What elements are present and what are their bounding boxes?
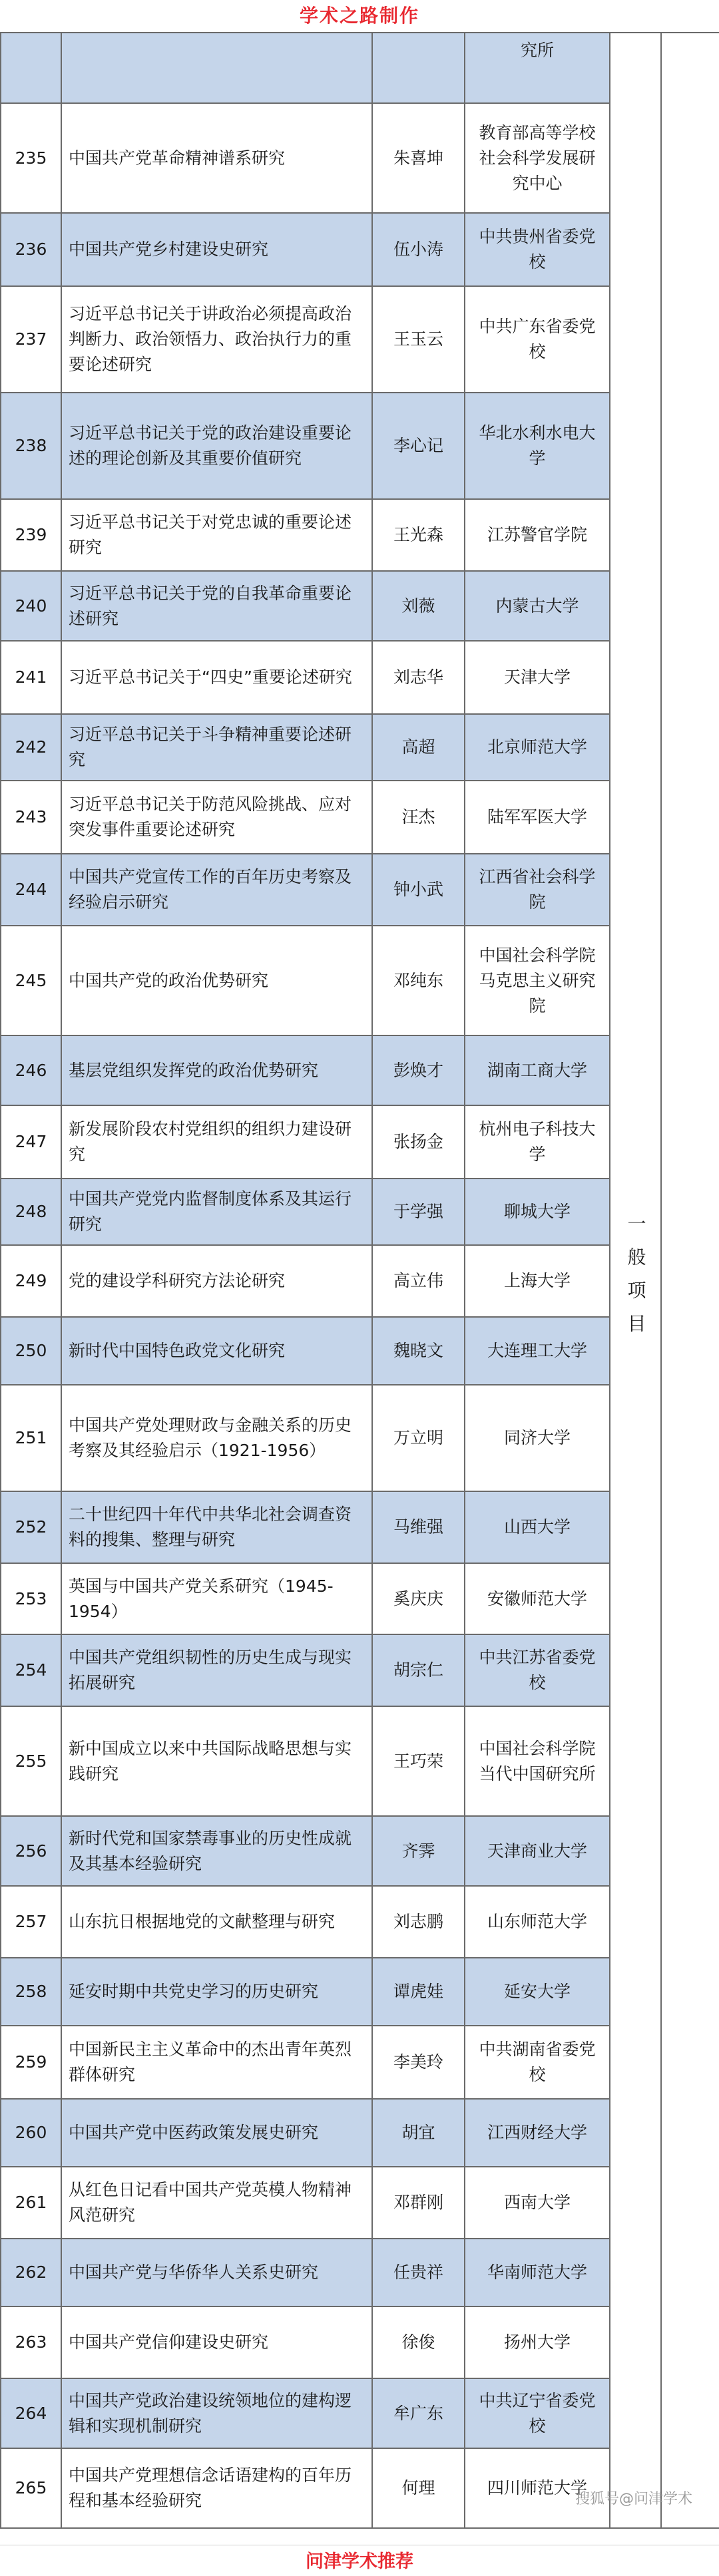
researcher-name: 王光森	[372, 499, 465, 571]
row-number: 241	[1, 641, 61, 714]
institution: 山西大学	[465, 1491, 610, 1563]
project-title: 中国共产党信仰建设史研究	[61, 2306, 372, 2378]
project-title: 中国共产党革命精神谱系研究	[61, 103, 372, 213]
researcher-name: 谭虎娃	[372, 1958, 465, 2026]
row-number: 242	[1, 714, 61, 781]
project-title: 习近平总书记关于“四史”重要论述研究	[61, 641, 372, 714]
row-number: 254	[1, 1634, 61, 1706]
project-title: 中国共产党政治建设统领地位的建构逻辑和实现机制研究	[61, 2378, 372, 2448]
category-cell	[610, 33, 661, 2528]
row-number: 237	[1, 286, 61, 393]
institution: 江西省社会科学院	[465, 854, 610, 926]
institution: 西南大学	[465, 2167, 610, 2239]
row-number: 261	[1, 2167, 61, 2239]
page-header-title: 学术之路制作	[299, 5, 419, 27]
project-title: 党的建设学科研究方法论研究	[61, 1245, 372, 1317]
watermark-text: 搜狐号@问津学术	[575, 2491, 692, 2507]
project-title: 新发展阶段农村党组织的组织力建设研究	[61, 1105, 372, 1179]
row-number: 260	[1, 2099, 61, 2167]
project-title: 中国共产党的政治优势研究	[61, 926, 372, 1035]
institution: 教育部高等学校社会科学发展研究中心	[465, 103, 610, 213]
institution: 天津大学	[465, 641, 610, 714]
row-number: 238	[1, 393, 61, 499]
institution: 中共辽宁省委党校	[465, 2378, 610, 2448]
project-title: 中国共产党乡村建设史研究	[61, 213, 372, 286]
project-title: 中国共产党组织韧性的历史生成与现实拓展研究	[61, 1634, 372, 1706]
researcher-name: 胡宜	[372, 2099, 465, 2167]
researcher-name: 万立明	[372, 1385, 465, 1491]
row-number: 247	[1, 1105, 61, 1179]
researcher-name: 于学强	[372, 1179, 465, 1245]
researcher-name: 牟广东	[372, 2378, 465, 2448]
project-title: 新时代中国特色政党文化研究	[61, 1317, 372, 1385]
row-number: 264	[1, 2378, 61, 2448]
project-title: 习近平总书记关于党的自我革命重要论述研究	[61, 571, 372, 641]
project-title: 新时代党和国家禁毒事业的历史性成就及其基本经验研究	[61, 1816, 372, 1886]
project-title: 习近平总书记关于讲政治必须提高政治判断力、政治领悟力、政治执行力的重要论述研究	[61, 286, 372, 393]
row-number: 243	[1, 781, 61, 854]
researcher-name: 张扬金	[372, 1105, 465, 1179]
row-number: 263	[1, 2306, 61, 2378]
row-number: 246	[1, 1035, 61, 1105]
researcher-name: 李心记	[372, 393, 465, 499]
project-title: 习近平总书记关于对党忠诚的重要论述研究	[61, 499, 372, 571]
institution: 中共江苏省委党校	[465, 1634, 610, 1706]
institution: 北京师范大学	[465, 714, 610, 781]
researcher-name: 高立伟	[372, 1245, 465, 1317]
institution: 中共广东省委党校	[465, 286, 610, 393]
project-title: 中国新民主主义革命中的杰出青年英烈群体研究	[61, 2026, 372, 2099]
project-title: 山东抗日根据地党的文献整理与研究	[61, 1886, 372, 1958]
institution: 中共湖南省委党校	[465, 2026, 610, 2099]
table-row-continued	[1, 33, 719, 103]
project-title: 中国共产党与华侨华人关系史研究	[61, 2239, 372, 2306]
project-title: 二十世纪四十年代中共华北社会调查资料的搜集、整理与研究	[61, 1491, 372, 1563]
institution: 扬州大学	[465, 2306, 610, 2378]
institution: 江苏警官学院	[465, 499, 610, 571]
researcher-name: 高超	[372, 714, 465, 781]
project-title: 英国与中国共产党关系研究（1945-1954）	[61, 1563, 372, 1634]
project-title: 中国共产党中医药政策发展史研究	[61, 2099, 372, 2167]
project-title: 中国共产党党内监督制度体系及其运行研究	[61, 1179, 372, 1245]
institution: 聊城大学	[465, 1179, 610, 1245]
project-list-table	[0, 32, 719, 2529]
researcher-name: 汪杰	[372, 781, 465, 854]
project-title: 习近平总书记关于防范风险挑战、应对突发事件重要论述研究	[61, 781, 372, 854]
page-footer-title: 问津学术推荐	[306, 2551, 413, 2572]
researcher-name: 奚庆庆	[372, 1563, 465, 1634]
institution: 同济大学	[465, 1385, 610, 1491]
researcher-name: 魏晓文	[372, 1317, 465, 1385]
row-number: 258	[1, 1958, 61, 2026]
institution: 陆军军医大学	[465, 781, 610, 854]
institution: 大连理工大学	[465, 1317, 610, 1385]
row-number: 256	[1, 1816, 61, 1886]
row-number: 239	[1, 499, 61, 571]
researcher-name: 王玉云	[372, 286, 465, 393]
institution: 四川师范大学	[465, 2448, 610, 2528]
researcher-name: 邓纯东	[372, 926, 465, 1035]
researcher-name: 刘志华	[372, 641, 465, 714]
researcher-name: 徐俊	[372, 2306, 465, 2378]
researcher-name: 朱喜坤	[372, 103, 465, 213]
researcher-name: 马维强	[372, 1491, 465, 1563]
project-title: 中国共产党处理财政与金融关系的历史考察及其经验启示（1921-1956）	[61, 1385, 372, 1491]
project-title: 中国共产党宣传工作的百年历史考察及经验启示研究	[61, 854, 372, 926]
row-number: 240	[1, 571, 61, 641]
project-title: 习近平总书记关于党的政治建设重要论述的理论创新及其重要价值研究	[61, 393, 372, 499]
project-title: 习近平总书记关于斗争精神重要论述研究	[61, 714, 372, 781]
row-number: 265	[1, 2448, 61, 2528]
institution: 江西财经大学	[465, 2099, 610, 2167]
project-title: 基层党组织发挥党的政治优势研究	[61, 1035, 372, 1105]
researcher-name	[372, 33, 465, 103]
institution: 中国社会科学院马克思主义研究院	[465, 926, 610, 1035]
row-number: 244	[1, 854, 61, 926]
researcher-name: 钟小武	[372, 854, 465, 926]
institution: 中共贵州省委党校	[465, 213, 610, 286]
row-number: 245	[1, 926, 61, 1035]
row-number: 249	[1, 1245, 61, 1317]
institution: 延安大学	[465, 1958, 610, 2026]
researcher-name: 胡宗仁	[372, 1634, 465, 1706]
project-title: 新中国成立以来中共国际战略思想与实践研究	[61, 1706, 372, 1816]
row-number: 257	[1, 1886, 61, 1958]
project-title: 中国共产党理想信念话语建构的百年历程和基本经验研究	[61, 2448, 372, 2528]
row-number: 250	[1, 1317, 61, 1385]
row-number: 253	[1, 1563, 61, 1634]
researcher-name: 伍小涛	[372, 213, 465, 286]
researcher-name: 邓群刚	[372, 2167, 465, 2239]
researcher-name: 王巧荣	[372, 1706, 465, 1816]
project-title	[61, 33, 372, 103]
row-number: 251	[1, 1385, 61, 1491]
institution: 内蒙古大学	[465, 571, 610, 641]
row-number: 262	[1, 2239, 61, 2306]
researcher-name: 刘志鹏	[372, 1886, 465, 1958]
institution: 安徽师范大学	[465, 1563, 610, 1634]
researcher-name: 李美玲	[372, 2026, 465, 2099]
institution: 山东师范大学	[465, 1886, 610, 1958]
researcher-name: 刘薇	[372, 571, 465, 641]
institution: 究所	[465, 33, 610, 103]
row-number: 255	[1, 1706, 61, 1816]
researcher-name: 齐霁	[372, 1816, 465, 1886]
project-title: 延安时期中共党史学习的历史研究	[61, 1958, 372, 2026]
researcher-name: 彭焕才	[372, 1035, 465, 1105]
institution: 湖南工商大学	[465, 1035, 610, 1105]
institution: 天津商业大学	[465, 1816, 610, 1886]
researcher-name: 何理	[372, 2448, 465, 2528]
row-number: 236	[1, 213, 61, 286]
institution: 上海大学	[465, 1245, 610, 1317]
row-number: 252	[1, 1491, 61, 1563]
institution: 杭州电子科技大学	[465, 1105, 610, 1179]
project-title: 从红色日记看中国共产党英模人物精神风范研究	[61, 2167, 372, 2239]
institution: 华南师范大学	[465, 2239, 610, 2306]
row-number: 259	[1, 2026, 61, 2099]
institution: 华北水利水电大学	[465, 393, 610, 499]
row-number: 248	[1, 1179, 61, 1245]
researcher-name: 任贵祥	[372, 2239, 465, 2306]
row-number: 235	[1, 103, 61, 213]
empty-column	[661, 33, 719, 2528]
category-label: 一般项目	[624, 1214, 647, 1347]
institution: 中国社会科学院当代中国研究所	[465, 1706, 610, 1816]
row-number	[1, 33, 61, 103]
